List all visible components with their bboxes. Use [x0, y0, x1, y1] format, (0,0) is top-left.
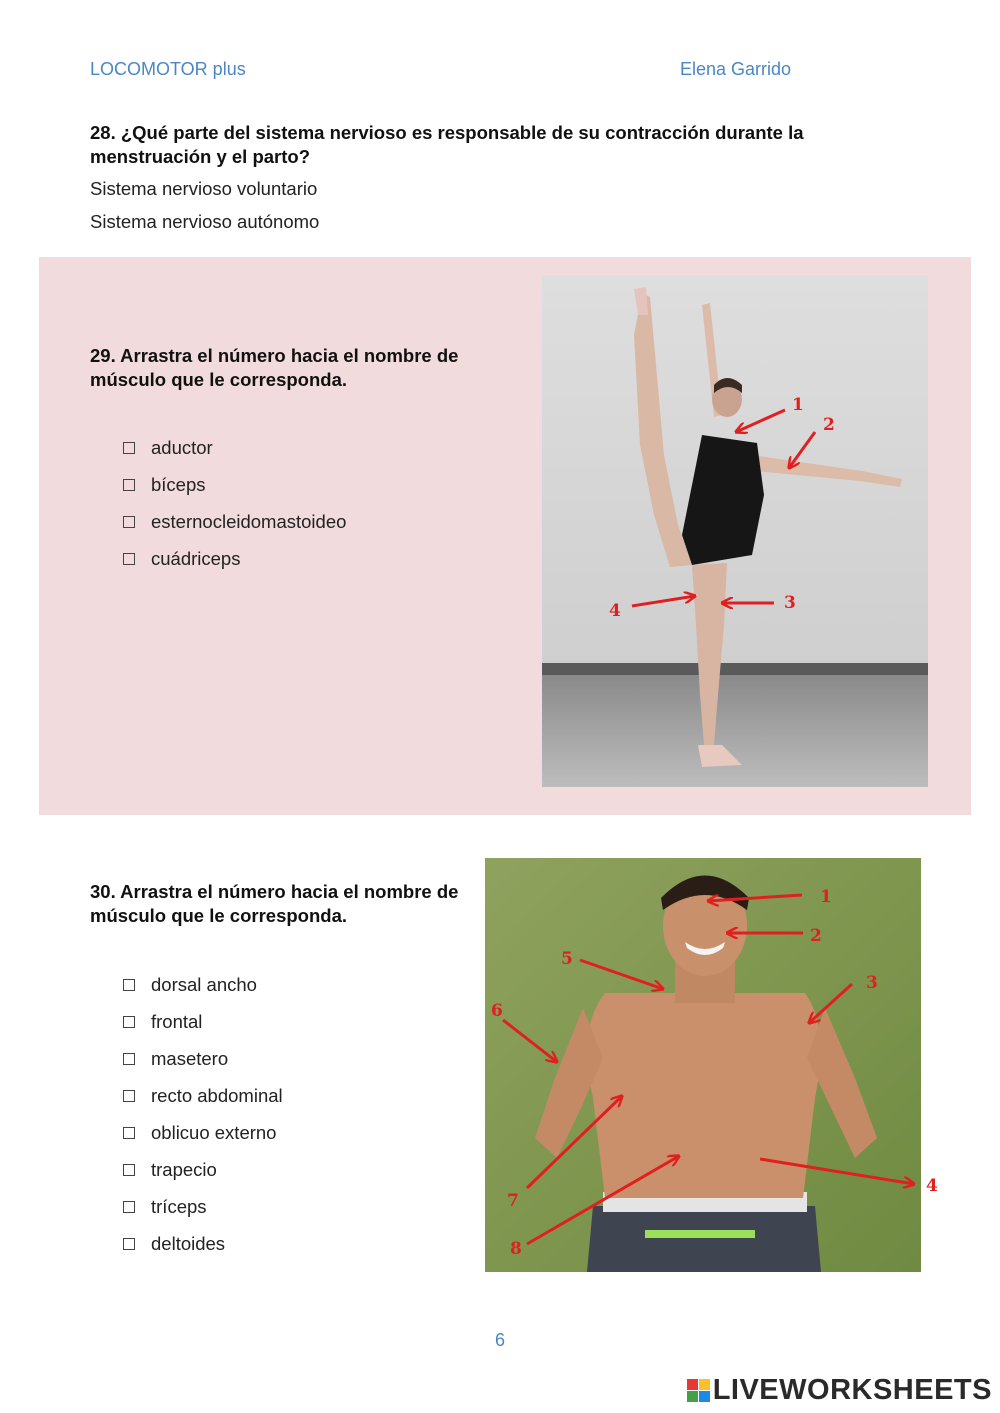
- q28-option-1[interactable]: Sistema nervioso voluntario: [90, 178, 318, 199]
- q30-label-5: 5: [561, 949, 573, 969]
- q29-arrow-1: [736, 410, 785, 432]
- q30-item[interactable]: deltoides: [120, 1233, 283, 1270]
- q30-label-7: 7: [507, 1191, 519, 1211]
- q30-arrow-3: [809, 984, 852, 1023]
- header-left: LOCOMOTOR plus: [90, 59, 246, 79]
- q29-item[interactable]: esternocleidomastoideo: [120, 511, 346, 548]
- q28-title: 28. ¿Qué parte del sistema nervioso es responsable de su contracción durante la menstruación y el parto?: [90, 122, 804, 167]
- liveworksheets-logo[interactable]: [687, 1374, 992, 1407]
- q30-arrow-7: [527, 1096, 622, 1188]
- q29-label-4: 4: [609, 601, 621, 621]
- header-right: Elena Garrido: [680, 59, 792, 79]
- page-number: 6: [494, 1330, 505, 1350]
- q30-label-1: 1: [820, 887, 832, 907]
- q29-arrow-2: [789, 432, 815, 468]
- q28-option-2[interactable]: Sistema nervioso autónomo: [90, 211, 320, 232]
- q30-arrow-8: [527, 1156, 679, 1244]
- q29-item[interactable]: cuádriceps: [120, 548, 346, 585]
- q30-arrow-4: [760, 1159, 914, 1184]
- q30-item[interactable]: tríceps: [120, 1196, 283, 1233]
- brand-name: LIVEWORKSHEETS: [712, 1374, 992, 1406]
- q29-arrow-4: [632, 596, 695, 606]
- q30-item[interactable]: oblicuo externo: [120, 1122, 283, 1159]
- q30-label-3: 3: [866, 973, 878, 993]
- q29-title: 29. Arrastra el número hacia el nombre de músculo que le corresponda.: [90, 345, 459, 390]
- q30-item[interactable]: frontal: [120, 1011, 283, 1048]
- q30-arrow-6: [503, 1020, 557, 1062]
- q30-label-4: 4: [926, 1176, 938, 1196]
- q30-arrow-1: [708, 895, 802, 901]
- q29-item[interactable]: aductor: [120, 437, 346, 474]
- q29-label-2: 2: [823, 415, 835, 435]
- q30-label-8: 8: [510, 1239, 522, 1259]
- q30-item[interactable]: masetero: [120, 1048, 283, 1085]
- q29-label-1: 1: [792, 395, 804, 415]
- q30-arrow-5: [580, 960, 663, 989]
- q30-title: 30. Arrastra el número hacia el nombre de músculo que le corresponda.: [90, 881, 459, 926]
- q30-item[interactable]: dorsal ancho: [120, 974, 283, 1011]
- q30-item[interactable]: recto abdominal: [120, 1085, 283, 1122]
- q30-label-6: 6: [491, 1001, 503, 1021]
- q30-item[interactable]: trapecio: [120, 1159, 283, 1196]
- q30-label-2: 2: [810, 926, 822, 946]
- q29-label-3: 3: [784, 593, 796, 613]
- brand-blocks-icon: [687, 1379, 710, 1402]
- q29-item[interactable]: bíceps: [120, 474, 346, 511]
